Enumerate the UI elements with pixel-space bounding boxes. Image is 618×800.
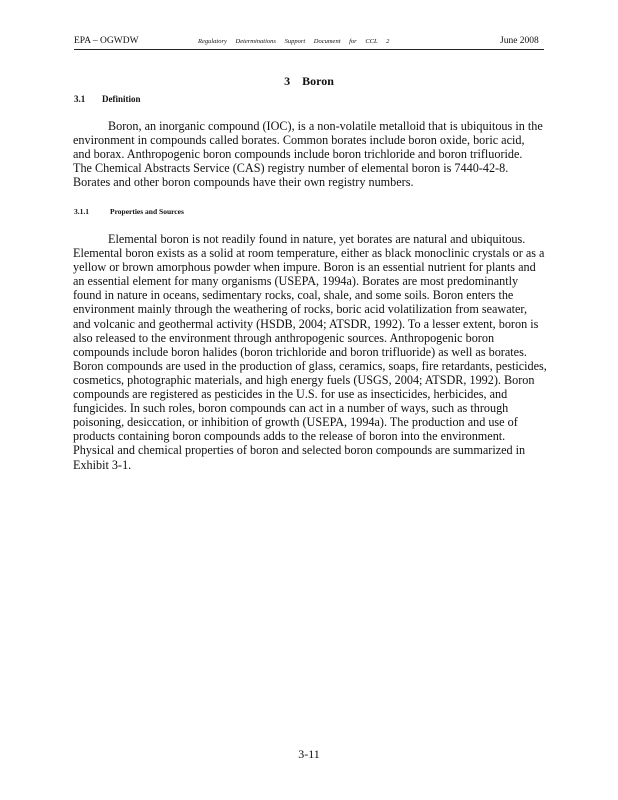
- definition-paragraph: [73, 119, 595, 189]
- paragraph-line: Elemental boron exists as a solid at room temperature, either as black monoclinic crystals or as a: [73, 246, 545, 261]
- paragraph-line: products containing boron compounds adds to the release of boron into the environment.: [73, 429, 506, 444]
- section-title: Definition: [102, 94, 141, 104]
- header-document-title: Regulatory Determinations Support Document for CCL 2: [198, 38, 390, 45]
- paragraph-line: cosmetics, photographic materials, and high energy fuels (USGS, 2004; ATSDR, 1992). Boron: [73, 372, 535, 387]
- page-number: 3-11: [298, 747, 320, 761]
- chapter-number: 3: [284, 74, 291, 88]
- paragraph-line: an essential element for many organisms (USEPA, 1994a). Borates are most predominantly: [73, 274, 519, 289]
- paragraph-line: The Chemical Abstracts Service (CAS) registry number of elemental boron is 7440-42-8.: [73, 161, 509, 176]
- paragraph-line: Boron, an inorganic compound (IOC), is a non-volatile metalloid that is ubiquitous in the: [108, 119, 543, 133]
- chapter-title: Boron: [302, 74, 334, 88]
- paragraph-line: fungicides. In such roles, boron compounds can act in a number of ways, such as through: [73, 401, 509, 416]
- paragraph-line: also released to the environment through anthropogenic sources. Anthropogenic boron: [73, 330, 495, 345]
- section-title: Properties and Sources: [110, 207, 184, 216]
- header-date: June 2008: [500, 36, 539, 46]
- chapter-heading: [0, 74, 618, 89]
- section-3-1-heading: [74, 94, 141, 104]
- paragraph-line: Physical and chemical properties of boron and selected boron compounds are summarized in: [73, 443, 526, 458]
- paragraph-line: Borates and other boron compounds have their own registry numbers.: [73, 175, 414, 190]
- paragraph-line: and borax. Anthropogenic boron compounds include boron trichloride and boron trifluoride.: [73, 147, 523, 162]
- properties-paragraph: [73, 232, 595, 472]
- section-number: 3.1.1: [74, 207, 89, 216]
- section-3-1-1-heading: [74, 207, 184, 216]
- paragraph-line: compounds include boron halides (boron trichloride and boron trifluoride) as well as borates.: [73, 344, 527, 359]
- paragraph-line: environment mainly through the weathering of rocks, boric acid volatilization from seawater,: [73, 302, 528, 317]
- paragraph-line: yellow or brown amorphous powder when impure. Boron is an essential nutrient for plants and: [73, 260, 536, 275]
- header-agency: EPA – OGWDW: [74, 36, 139, 46]
- paragraph-line: Boron compounds are used in the production of glass, ceramics, soaps, fire retardants, pesticides,: [73, 358, 547, 373]
- paragraph-line: and volcanic and geothermal activity (HSDB, 2004; ATSDR, 1992). To a lesser extent, boron is: [73, 316, 539, 331]
- paragraph-line: poisoning, desiccation, or inhibition of growth (USEPA, 1994a). The production and use of: [73, 415, 518, 430]
- header-rule: [74, 49, 544, 50]
- paragraph-line: Exhibit 3-1.: [73, 457, 132, 472]
- section-number: 3.1: [74, 94, 86, 104]
- paragraph-line: found in nature in oceans, sedimentary rocks, coal, shale, and some soils. Boron enters the: [73, 288, 514, 303]
- paragraph-line: Elemental boron is not readily found in nature, yet borates are natural and ubiquitous.: [108, 232, 526, 246]
- paragraph-line: environment in compounds called borates. Common borates include boron oxide, boric acid,: [73, 133, 525, 148]
- paragraph-line: compounds are registered as pesticides in the U.S. for use as insecticides, herbicides, and: [73, 387, 508, 402]
